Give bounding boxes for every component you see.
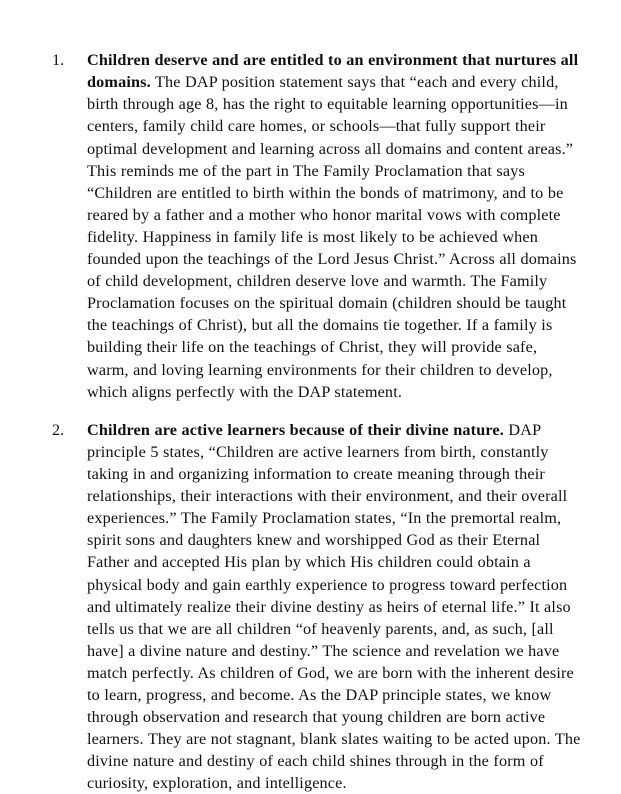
list-item-body-2: DAP principle 5 states, “Children are active learners from birth, constantly taking in and organizing information to create meaning through their relationships, their interactions with their environment, and their overall experiences.” The Family Proclamation states, “In the premortal realm, spirit sons and daughters knew and worshipped God as their Eternal Father and accepted His plan by which His children could obtain a physical body and gain earthly experience to progress toward perfection and ultimately realize their divine destiny as heirs of eternal life.” It also tells us that we are all children “of heavenly parents, and, as such, [all have] a divine nature and destiny.” The science and revelation we have match perfectly. As children of God, we are born with the inherent desire to learn, progress, and become. As the DAP principle states, we know through observation and research that young children are born active learners. They are not stagnant, blank slates waiting to be acted upon. The divine nature and destiny of each child shines through in the form of curiosity, exploration, and intelligence.: [87, 420, 581, 793]
list-item-body-1: The DAP position statement says that “each and every child, birth through age 8, has the right to equitable learning opportunities—in centers, family child care homes, or schools—that fully support their optimal development and learning across all domains and content areas.” This reminds me of the part in The Family Proclamation that says “Children are entitled to birth within the bonds of matrimony, and to be reared by a father and a mother who honor marital vows with complete fidelity. Happiness in family life is most likely to be achieved when founded upon the teachings of the Lord Jesus Christ.” Across all domains of child development, children deserve love and warmth. The Family Proclamation focuses on the spiritual domain (children should be taught the teachings of Christ), but all the domains tie together. If a family is building their life on the teachings of Christ, they will provide safe, warm, and loving learning environments for their children to develop, which aligns perfectly with the DAP statement.: [87, 73, 577, 401]
list-item-text-1: [87, 49, 583, 403]
list-item-lead-in-2: Children are active learners because of their divine nature.: [87, 420, 504, 439]
list-item-marker-2: 2.: [52, 420, 65, 439]
list-item-text-2: [87, 419, 583, 794]
list-item: [52, 419, 583, 794]
list-item-lead-in-1: Children deserve and are entitled to an environment that nurtures all domains.: [87, 51, 579, 92]
list-item-marker-1: 1.: [52, 51, 65, 70]
numbered-list: [38, 49, 583, 794]
list-item: [52, 49, 583, 403]
